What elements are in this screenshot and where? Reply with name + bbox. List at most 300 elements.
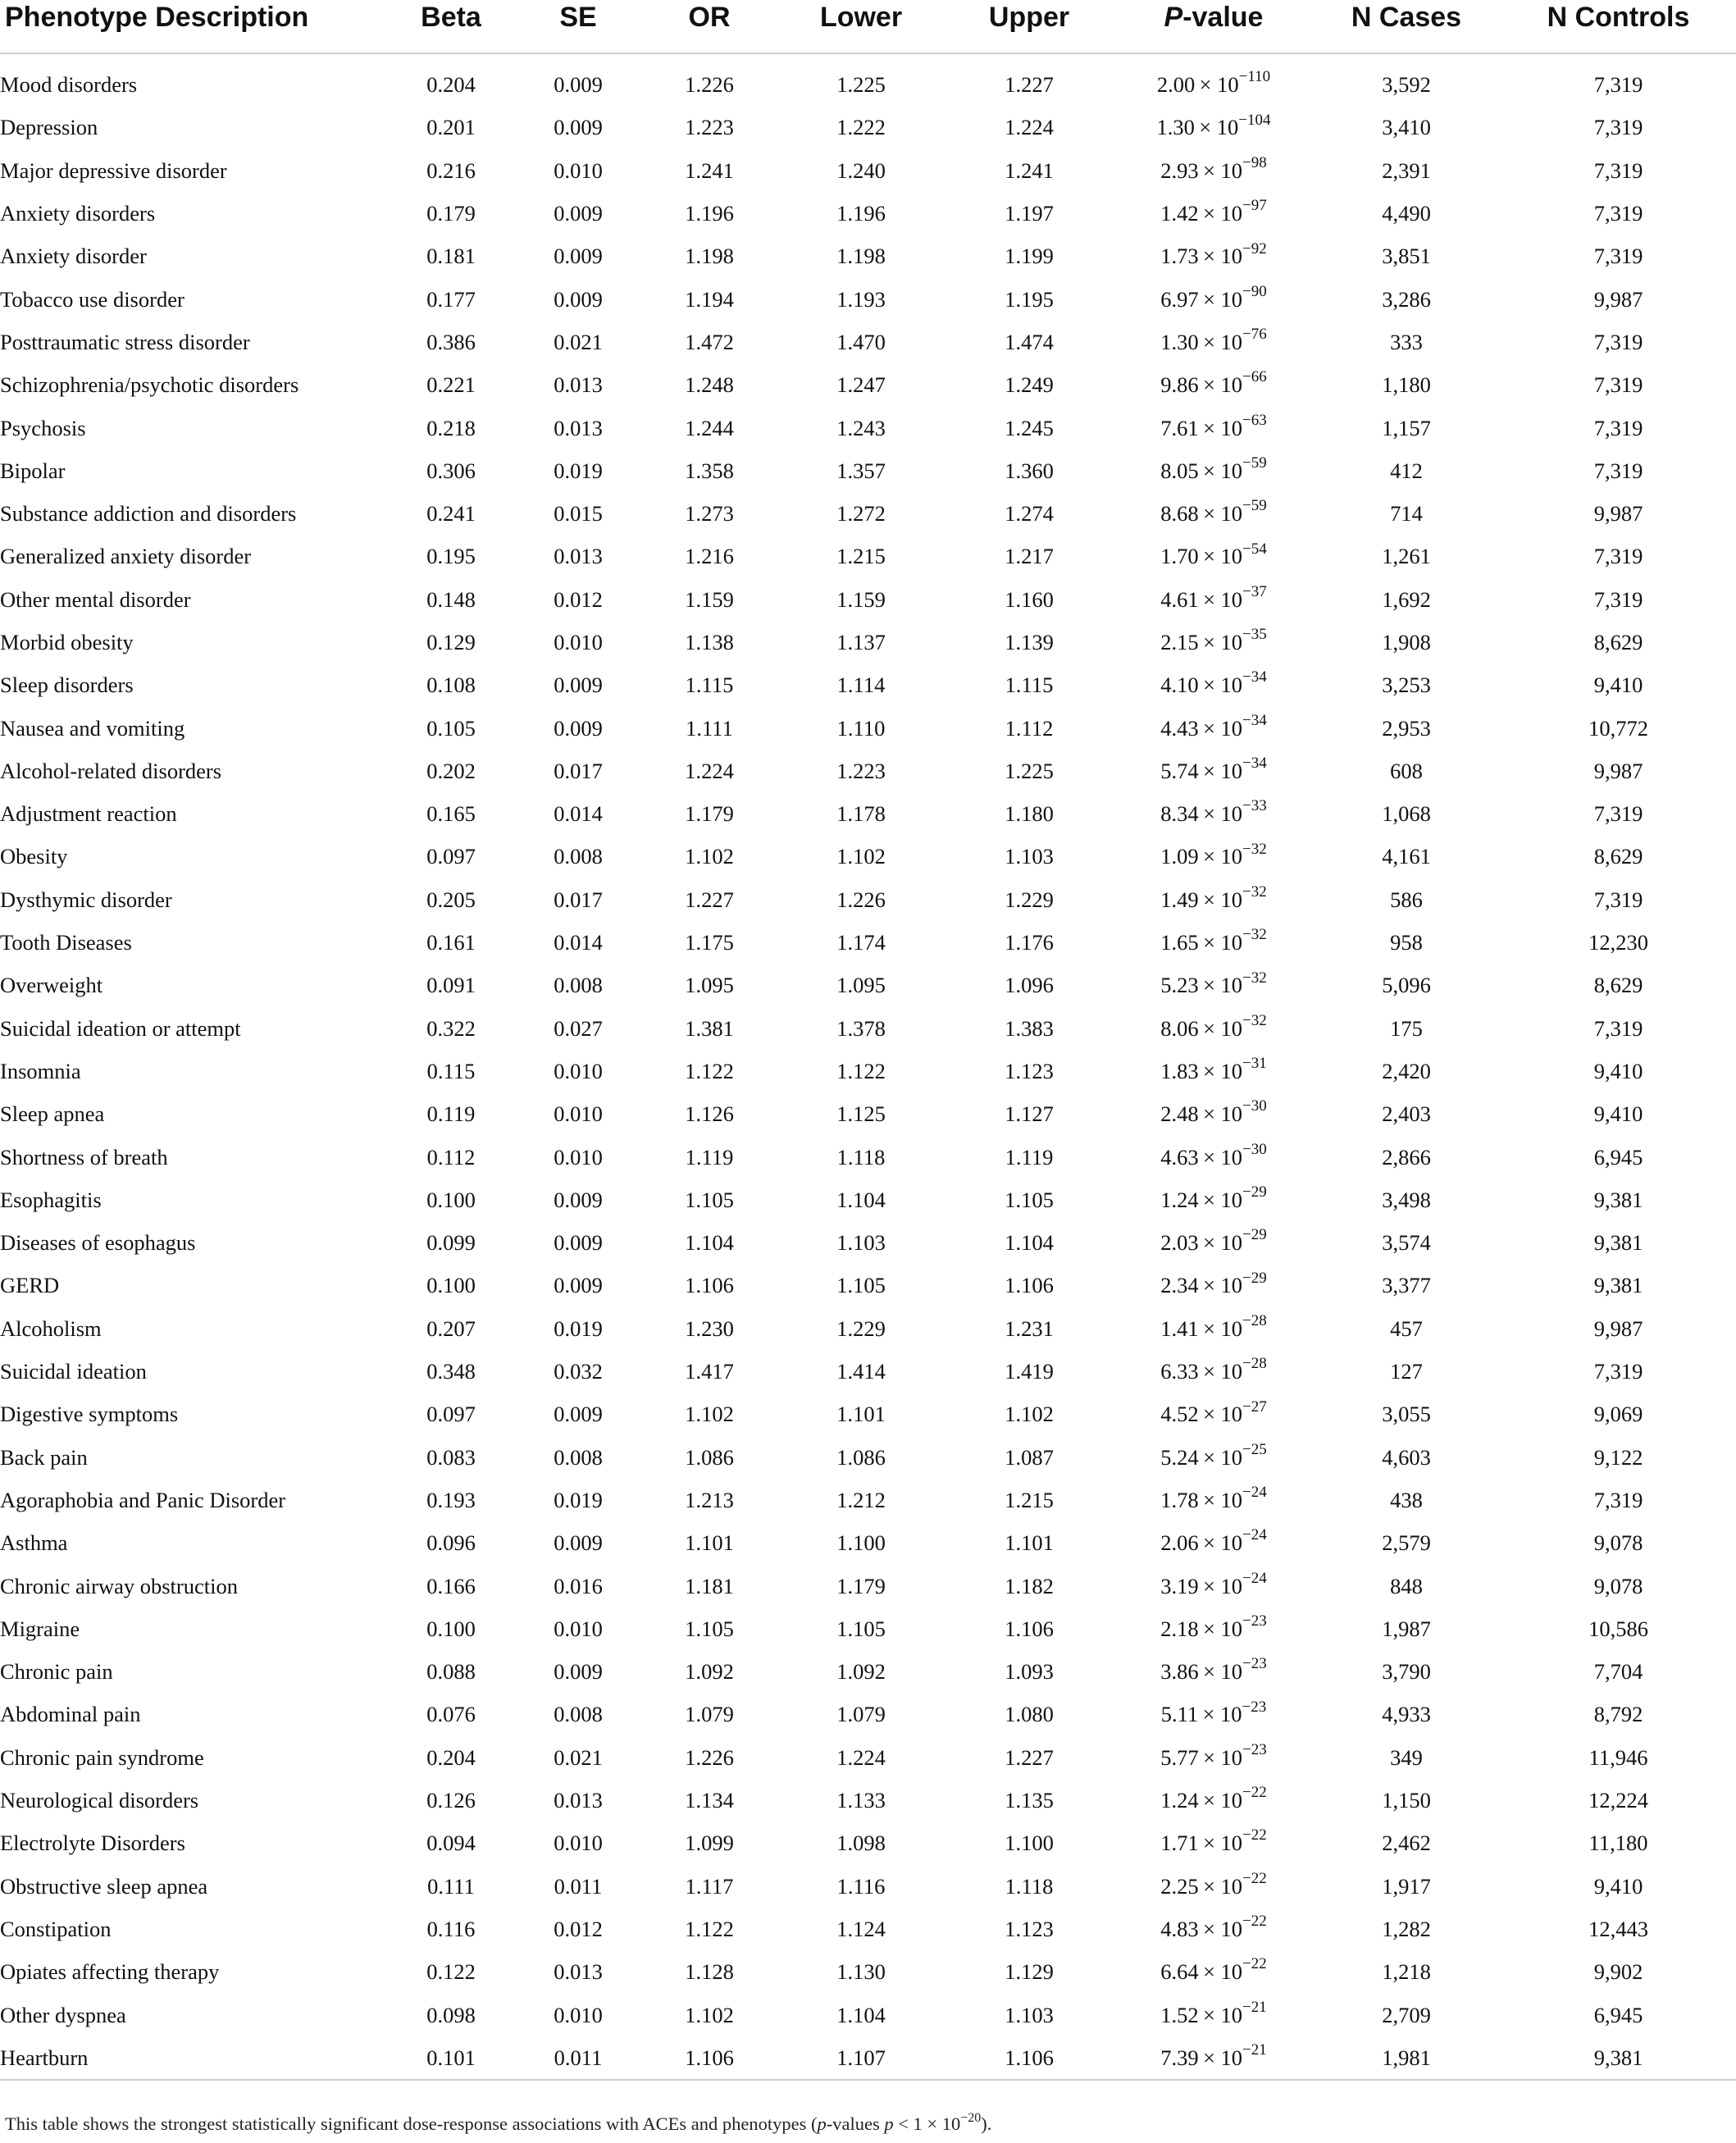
cell-upper: 1.227	[1005, 72, 1054, 98]
cell-lower: 1.223	[836, 758, 886, 783]
cell-se: 0.013	[554, 1788, 603, 1813]
pvalue-mantissa: 8.34	[1160, 801, 1199, 827]
cell-lower: 1.114	[836, 673, 886, 698]
pvalue-mantissa: 7.39	[1160, 2045, 1199, 2070]
cell-n-controls: 7,704	[1593, 1659, 1643, 1685]
cell-n-controls: 7,319	[1593, 887, 1643, 912]
cell-phenotype: Insomnia	[0, 1058, 81, 1083]
cell-lower: 1.222	[836, 115, 886, 140]
cell-n-cases: 2,866	[1382, 1144, 1431, 1170]
pvalue-exponent: −23	[1242, 1612, 1267, 1630]
pvalue-mantissa: 1.24	[1160, 1788, 1199, 1813]
cell-lower: 1.178	[836, 801, 886, 827]
header-n-controls: N Controls	[1501, 0, 1736, 53]
pvalue-exponent: −32	[1242, 840, 1267, 858]
table-row	[0, 1050, 1736, 1092]
footnote-text-1: This table shows the strongest statistically significant dose-response associations with ACEs and phenotypes (	[5, 2113, 818, 2134]
pvalue-mantissa: 2.25	[1160, 1873, 1199, 1899]
cell-se: 0.010	[554, 157, 603, 183]
pvalue-exponent: −29	[1242, 1183, 1267, 1201]
cell-se: 0.019	[554, 1487, 603, 1512]
cell-pvalue	[1115, 1908, 1312, 1950]
cell-pvalue	[1115, 2036, 1312, 2080]
cell-n-controls: 7,319	[1593, 329, 1643, 354]
cell-se: 0.010	[554, 1058, 603, 1083]
cell-n-controls: 9,410	[1593, 673, 1643, 698]
pvalue-exponent: −29	[1242, 1269, 1267, 1287]
cell-se: 0.009	[554, 715, 603, 741]
pvalue-times-ten: × 10	[1202, 1187, 1243, 1212]
pvalue-times-ten: × 10	[1202, 930, 1243, 955]
pvalue-exponent: −97	[1242, 197, 1267, 215]
cell-phenotype: Overweight	[0, 973, 103, 998]
cell-upper: 1.227	[1005, 1744, 1054, 1770]
cell-or: 1.105	[685, 1187, 734, 1212]
cell-upper: 1.101	[1005, 1530, 1054, 1556]
cell-n-controls: 9,381	[1501, 2036, 1736, 2080]
pvalue-times-ten: × 10	[1202, 372, 1243, 398]
cell-beta: 0.148	[426, 586, 476, 612]
cell-n-cases: 2,403	[1382, 1101, 1431, 1127]
cell-n-cases: 3,253	[1382, 673, 1431, 698]
cell-beta: 0.100	[426, 1273, 476, 1298]
pvalue-mantissa: 1.41	[1160, 1315, 1199, 1341]
cell-pvalue	[1115, 1564, 1312, 1607]
cell-or: 1.115	[685, 673, 734, 698]
cell-beta: 0.111	[427, 1873, 475, 1899]
cell-or: 1.244	[685, 415, 734, 440]
cell-beta: 0.115	[426, 1058, 476, 1083]
pvalue-exponent: −23	[1242, 1740, 1267, 1758]
cell-beta: 0.100	[426, 1187, 476, 1212]
table-row	[0, 321, 1736, 363]
cell-or: 1.226	[685, 1744, 734, 1770]
table-row	[0, 449, 1736, 492]
cell-n-controls: 9,987	[1593, 286, 1643, 312]
pvalue-times-ten: × 10	[1202, 1659, 1243, 1685]
pvalue-mantissa: 2.18	[1160, 1616, 1199, 1641]
cell-lower: 1.092	[836, 1659, 886, 1685]
cell-beta: 0.076	[426, 1702, 476, 1727]
cell-phenotype: Heartburn	[0, 2036, 385, 2080]
cell-lower: 1.095	[836, 973, 886, 998]
cell-phenotype: Back pain	[0, 1444, 88, 1470]
cell-phenotype: Sleep disorders	[0, 673, 134, 698]
cell-n-cases: 4,933	[1382, 1702, 1431, 1727]
cell-beta: 0.193	[426, 1487, 476, 1512]
cell-upper: 1.176	[1005, 930, 1054, 955]
cell-phenotype: Generalized anxiety disorder	[0, 544, 252, 569]
cell-se: 0.013	[554, 544, 603, 569]
cell-pvalue	[1115, 750, 1312, 792]
pvalue-exponent: −23	[1242, 1698, 1267, 1716]
pvalue-times-ten: × 10	[1202, 2045, 1243, 2070]
pvalue-times-ten: × 10	[1202, 1230, 1243, 1256]
cell-n-cases: 1,987	[1382, 1616, 1431, 1641]
cell-beta: 0.119	[426, 1101, 476, 1127]
cell-pvalue	[1115, 106, 1312, 148]
cell-beta: 0.181	[426, 244, 476, 269]
pvalue-exponent: −32	[1242, 1011, 1267, 1029]
cell-se: 0.013	[554, 1959, 603, 1985]
cell-or: 1.119	[685, 1144, 734, 1170]
cell-pvalue	[1115, 878, 1312, 921]
cell-beta: 0.098	[426, 2002, 476, 2027]
cell-n-controls: 9,122	[1593, 1444, 1643, 1470]
cell-se: 0.010	[554, 1831, 603, 1856]
pvalue-exponent: −21	[1242, 2040, 1267, 2059]
cell-upper: 1.160	[1005, 586, 1054, 612]
cell-beta: 0.091	[426, 973, 476, 998]
cell-beta: 0.108	[426, 673, 476, 698]
cell-lower: 1.470	[836, 329, 886, 354]
pvalue-times-ten: × 10	[1202, 1530, 1243, 1556]
cell-pvalue	[1115, 192, 1312, 235]
cell-n-cases: 457	[1390, 1315, 1423, 1341]
cell-or: 1.102	[685, 844, 734, 869]
pvalue-mantissa: 5.23	[1160, 973, 1199, 998]
pvalue-times-ten: × 10	[1202, 544, 1243, 569]
table-row	[0, 149, 1736, 192]
cell-beta: 0.165	[426, 801, 476, 827]
cell-n-cases: 3,055	[1382, 1402, 1431, 1427]
cell-se: 0.017	[554, 887, 603, 912]
table-row	[0, 1092, 1736, 1135]
cell-upper: 1.419	[1005, 1359, 1054, 1384]
table-row	[0, 106, 1736, 148]
cell-upper: 1.383	[1005, 1015, 1054, 1041]
cell-n-cases: 5,096	[1382, 973, 1431, 998]
cell-lower: 1.272	[836, 501, 886, 527]
cell-phenotype: Diseases of esophagus	[0, 1230, 196, 1256]
pvalue-times-ten: × 10	[1202, 586, 1243, 612]
pvalue-mantissa: 2.00	[1156, 72, 1196, 98]
cell-upper: 1.197	[1005, 201, 1054, 226]
cell-n-controls: 11,180	[1588, 1831, 1648, 1856]
cell-upper: 1.102	[1005, 1402, 1054, 1427]
cell-or: 1.106	[685, 1273, 734, 1298]
pvalue-mantissa: 1.30	[1156, 115, 1195, 140]
cell-se: 0.019	[554, 1315, 603, 1341]
cell-lower: 1.137	[836, 630, 886, 654]
cell-upper: 1.103	[1005, 2002, 1054, 2027]
cell-pvalue	[1115, 235, 1312, 277]
cell-se: 0.011	[554, 1873, 603, 1899]
pvalue-exponent: −28	[1242, 1311, 1267, 1329]
cell-se: 0.009	[554, 286, 603, 312]
cell-n-cases: 1,068	[1382, 801, 1431, 827]
cell-n-controls: 10,586	[1588, 1616, 1648, 1641]
cell-or: 1.106	[640, 2036, 779, 2080]
cell-lower: 1.414	[836, 1359, 886, 1384]
cell-n-cases: 608	[1390, 758, 1423, 783]
table-row	[0, 1264, 1736, 1306]
pvalue-times-ten: × 10	[1202, 1402, 1243, 1427]
cell-lower: 1.174	[836, 930, 886, 955]
cell-lower: 1.098	[836, 1831, 886, 1856]
pvalue-times-ten: × 10	[1202, 973, 1243, 998]
cell-beta: 0.195	[426, 544, 476, 569]
cell-se: 0.032	[554, 1359, 603, 1384]
cell-upper: 1.231	[1005, 1315, 1054, 1341]
cell-pvalue	[1115, 363, 1312, 406]
table-row	[0, 750, 1736, 792]
cell-or: 1.472	[685, 329, 734, 354]
header-pvalue-suffix: -value	[1182, 2, 1264, 33]
cell-pvalue	[1115, 663, 1312, 706]
cell-beta: 0.088	[426, 1659, 476, 1685]
cell-phenotype: Morbid obesity	[0, 630, 134, 654]
table-row	[0, 1135, 1736, 1178]
pvalue-exponent: −32	[1242, 882, 1267, 901]
cell-or: 1.194	[685, 286, 734, 312]
cell-beta: 0.100	[426, 1616, 476, 1641]
table-row	[0, 1650, 1736, 1693]
cell-n-cases: 3,410	[1382, 115, 1431, 140]
pvalue-exponent: −32	[1242, 969, 1267, 987]
pvalue-times-ten: × 10	[1202, 2002, 1243, 2027]
cell-se: 0.009	[554, 1273, 603, 1298]
cell-upper: 1.215	[1005, 1487, 1054, 1512]
cell-pvalue	[1115, 1436, 1312, 1479]
cell-pvalue	[1115, 1650, 1312, 1693]
pvalue-mantissa: 1.78	[1160, 1487, 1199, 1512]
pvalue-times-ten: × 10	[1202, 1273, 1243, 1298]
pvalue-times-ten: × 10	[1202, 1744, 1243, 1770]
pvalue-times-ten: × 10	[1199, 115, 1239, 140]
cell-or: 1.181	[685, 1573, 734, 1598]
cell-n-cases: 958	[1390, 930, 1423, 955]
cell-upper: 1.274	[1005, 501, 1054, 527]
pvalue-times-ten: × 10	[1202, 673, 1243, 698]
cell-beta: 0.241	[426, 501, 476, 527]
pvalue-exponent: −30	[1242, 1140, 1267, 1158]
cell-lower: 1.243	[836, 415, 886, 440]
cell-pvalue	[1115, 1264, 1312, 1306]
pvalue-mantissa: 4.52	[1160, 1402, 1199, 1427]
cell-se: 0.012	[554, 1916, 603, 1941]
cell-upper: 1.105	[1005, 1187, 1054, 1212]
pvalue-mantissa: 2.34	[1160, 1273, 1199, 1298]
cell-or: 1.134	[685, 1788, 734, 1813]
cell-se: 0.008	[554, 973, 603, 998]
cell-lower: 1.159	[836, 586, 886, 612]
pvalue-times-ten: × 10	[1202, 1616, 1243, 1641]
cell-n-cases: 4,490	[1382, 201, 1431, 226]
header-upper: Upper	[943, 0, 1115, 53]
cell-pvalue	[1115, 406, 1312, 449]
cell-pvalue	[1115, 535, 1312, 577]
table-row	[0, 663, 1736, 706]
pvalue-exponent: −35	[1242, 626, 1267, 644]
cell-or: 1.086	[685, 1444, 734, 1470]
cell-lower: 1.225	[836, 72, 886, 98]
pvalue-times-ten: × 10	[1202, 1831, 1243, 1856]
cell-lower: 1.215	[836, 544, 886, 569]
footnote-text-2: -values	[826, 2113, 885, 2134]
pvalue-exponent: −27	[1242, 1398, 1267, 1416]
cell-phenotype: Sleep apnea	[0, 1101, 105, 1127]
table-row	[0, 921, 1736, 964]
pvalue-times-ten: × 10	[1202, 887, 1243, 912]
cell-se: 0.013	[554, 415, 603, 440]
pvalue-times-ten: × 10	[1202, 1573, 1243, 1598]
cell-pvalue	[1115, 835, 1312, 878]
pvalue-mantissa: 8.06	[1160, 1015, 1199, 1041]
pvalue-exponent: −23	[1242, 1655, 1267, 1673]
pvalue-exponent: −98	[1242, 153, 1267, 171]
cell-n-cases: 586	[1390, 887, 1423, 912]
cell-pvalue	[1115, 1007, 1312, 1050]
cell-phenotype: Chronic pain	[0, 1659, 113, 1685]
cell-pvalue	[1115, 1993, 1312, 2036]
cell-n-cases: 1,157	[1382, 415, 1431, 440]
cell-n-cases: 333	[1390, 329, 1423, 354]
pvalue-times-ten: × 10	[1202, 1315, 1243, 1341]
cell-upper: 1.106	[943, 2036, 1115, 2080]
pvalue-exponent: −37	[1242, 582, 1267, 600]
cell-or: 1.223	[685, 115, 734, 140]
cell-n-cases: 1,917	[1382, 1873, 1431, 1899]
cell-beta: 0.216	[426, 157, 476, 183]
cell-or: 1.224	[685, 758, 734, 783]
cell-upper: 1.360	[1005, 458, 1054, 483]
pvalue-mantissa: 1.83	[1160, 1058, 1199, 1083]
cell-lower: 1.104	[836, 2002, 886, 2027]
pvalue-times-ten: × 10	[1202, 1144, 1243, 1170]
cell-n-controls: 7,319	[1593, 544, 1643, 569]
header-or: OR	[640, 0, 779, 53]
cell-lower: 1.100	[836, 1530, 886, 1556]
cell-n-cases: 3,851	[1382, 244, 1431, 269]
cell-beta: 0.218	[426, 415, 476, 440]
cell-pvalue	[1115, 1179, 1312, 1221]
cell-upper: 1.249	[1005, 372, 1054, 398]
cell-se: 0.008	[554, 1702, 603, 1727]
table-row	[0, 1864, 1736, 1907]
cell-phenotype: Anxiety disorder	[0, 244, 147, 269]
cell-n-controls: 9,078	[1593, 1530, 1643, 1556]
pvalue-exponent: −33	[1242, 797, 1267, 815]
cell-phenotype: Tooth Diseases	[0, 930, 132, 955]
cell-pvalue	[1115, 621, 1312, 663]
table-row	[0, 1950, 1736, 1993]
table-row	[0, 578, 1736, 621]
cell-phenotype: Neurological disorders	[0, 1788, 199, 1813]
cell-se: 0.010	[554, 1101, 603, 1127]
cell-beta: 0.083	[426, 1444, 476, 1470]
cell-se: 0.009	[554, 201, 603, 226]
pvalue-exponent: −34	[1242, 711, 1267, 729]
cell-phenotype: Major depressive disorder	[0, 157, 227, 183]
pvalue-times-ten: × 10	[1202, 1788, 1243, 1813]
cell-or: 1.241	[685, 157, 734, 183]
cell-n-controls: 9,069	[1593, 1402, 1643, 1427]
cell-or: 1.417	[685, 1359, 734, 1384]
cell-se: 0.014	[554, 801, 603, 827]
pvalue-exponent: −22	[1242, 1913, 1267, 1931]
cell-se: 0.015	[554, 501, 603, 527]
pvalue-times-ten: × 10	[1202, 1702, 1242, 1727]
header-n-cases: N Cases	[1312, 0, 1501, 53]
pvalue-mantissa: 4.43	[1160, 715, 1199, 741]
pvalue-mantissa: 1.42	[1160, 201, 1199, 226]
pvalue-times-ten: × 10	[1202, 157, 1243, 183]
pvalue-mantissa: 1.49	[1160, 887, 1199, 912]
cell-upper: 1.112	[1005, 715, 1054, 741]
cell-or: 1.213	[685, 1487, 734, 1512]
cell-beta: 0.099	[426, 1230, 476, 1256]
cell-n-controls: 9,410	[1593, 1101, 1643, 1127]
cell-or: 1.138	[685, 630, 734, 654]
table-row	[0, 192, 1736, 235]
pvalue-mantissa: 1.24	[1160, 1187, 1199, 1212]
footnote-p-italic-2: p	[884, 2113, 894, 2134]
cell-upper: 1.217	[1005, 544, 1054, 569]
cell-pvalue	[1115, 1521, 1312, 1564]
cell-lower: 1.107	[779, 2036, 943, 2080]
cell-se: 0.008	[554, 844, 603, 869]
table-row	[0, 363, 1736, 406]
cell-lower: 1.378	[836, 1015, 886, 1041]
pvalue-exponent: −24	[1242, 1569, 1267, 1587]
pvalue-exponent: −24	[1242, 1526, 1267, 1544]
footnote-text-3: < 1 × 10	[893, 2113, 961, 2134]
cell-beta: 0.126	[426, 1788, 476, 1813]
pvalue-mantissa: 2.48	[1160, 1101, 1199, 1127]
table-row	[0, 1607, 1736, 1650]
table-row	[0, 235, 1736, 277]
cell-n-controls: 7,319	[1593, 801, 1643, 827]
cell-lower: 1.105	[836, 1616, 886, 1641]
cell-upper: 1.241	[1005, 157, 1054, 183]
cell-or: 1.117	[685, 1873, 734, 1899]
cell-n-cases: 3,498	[1382, 1187, 1431, 1212]
cell-lower: 1.104	[836, 1187, 886, 1212]
pvalue-times-ten: × 10	[1202, 801, 1243, 827]
cell-phenotype: Digestive symptoms	[0, 1402, 179, 1427]
cell-lower: 1.133	[836, 1788, 886, 1813]
cell-or: 1.102	[685, 1402, 734, 1427]
table-row	[0, 1693, 1736, 1735]
cell-lower: 1.125	[836, 1101, 886, 1127]
table-body	[0, 53, 1736, 2080]
cell-n-controls: 7,319	[1593, 1487, 1643, 1512]
pvalue-times-ten: × 10	[1202, 715, 1243, 741]
cell-phenotype: Agoraphobia and Panic Disorder	[0, 1487, 286, 1512]
cell-se: 0.010	[554, 630, 603, 654]
cell-or: 1.358	[685, 458, 734, 483]
cell-lower: 1.196	[836, 201, 886, 226]
pvalue-mantissa: 7.61	[1160, 415, 1199, 440]
cell-beta: 0.207	[426, 1315, 476, 1341]
cell-n-cases: 2,420	[1382, 1058, 1431, 1083]
pvalue-mantissa: 4.63	[1160, 1144, 1199, 1170]
pvalue-exponent: −104	[1238, 111, 1271, 129]
cell-phenotype: Esophagitis	[0, 1187, 102, 1212]
cell-n-controls: 9,410	[1593, 1873, 1643, 1899]
pvalue-mantissa: 5.77	[1160, 1744, 1199, 1770]
cell-se: 0.013	[554, 372, 603, 398]
table-row	[0, 1736, 1736, 1779]
pvalue-exponent: −28	[1242, 1355, 1267, 1373]
pvalue-mantissa: 3.86	[1160, 1659, 1199, 1685]
pvalue-times-ten: × 10	[1202, 458, 1243, 483]
cell-n-controls: 7,319	[1593, 415, 1643, 440]
pvalue-mantissa: 6.64	[1160, 1959, 1199, 1985]
cell-n-cases: 127	[1390, 1359, 1423, 1384]
cell-phenotype: Chronic pain syndrome	[0, 1744, 204, 1770]
